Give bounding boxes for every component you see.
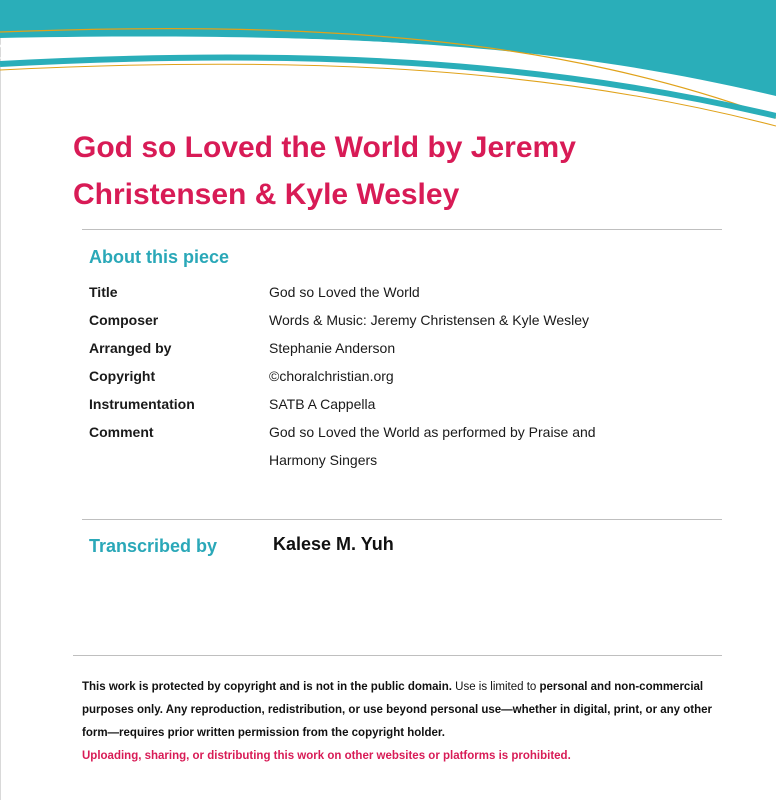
about-heading: About this piece bbox=[89, 247, 230, 267]
piece-details-table bbox=[89, 278, 689, 474]
detail-label: Comment bbox=[89, 424, 154, 440]
detail-value: Words & Music: Jeremy Christensen & Kyle Wesley bbox=[269, 312, 590, 328]
detail-row-title bbox=[89, 278, 689, 306]
detail-value: God so Loved the World as performed by Praise and Harmony Singers bbox=[269, 424, 596, 468]
divider-top bbox=[82, 229, 722, 230]
page-title: God so Loved the World by Jeremy Christensen & Kyle Wesley bbox=[73, 131, 576, 211]
detail-label: Copyright bbox=[89, 368, 156, 384]
header-wave-banner bbox=[0, 0, 776, 140]
detail-value: ©choralchristian.org bbox=[269, 368, 394, 384]
notice-warning: Uploading, sharing, or distributing this work on other websites or platforms is prohibited. bbox=[82, 750, 571, 762]
transcribed-by-heading: Transcribed by bbox=[89, 536, 218, 556]
detail-value: SATB A Cappella bbox=[269, 396, 376, 412]
detail-label: Title bbox=[89, 284, 118, 300]
detail-row-arranged-by bbox=[89, 334, 689, 362]
detail-label: Composer bbox=[89, 312, 159, 328]
detail-row-composer bbox=[89, 306, 689, 334]
detail-row-instrumentation bbox=[89, 390, 689, 418]
detail-value: Stephanie Anderson bbox=[269, 340, 396, 356]
notice-bold-2: personal and non-commercial purposes only. Any reproduction, redistribution, or use beyond personal use—whether in digital, print, or any other form—requires prior written permission from the copyright holder. bbox=[82, 681, 713, 739]
detail-label: Instrumentation bbox=[89, 396, 195, 412]
notice-bold-1: This work is protected by copyright and is not in the public domain. bbox=[82, 681, 452, 693]
notice-text-1: Use is limited to bbox=[451, 681, 540, 693]
copyright-notice bbox=[82, 676, 722, 768]
divider-middle bbox=[82, 519, 722, 520]
detail-label: Arranged by bbox=[89, 340, 172, 356]
transcriber-name: Kalese M. Yuh bbox=[273, 534, 394, 554]
divider-bottom bbox=[73, 655, 722, 656]
detail-value: God so Loved the World bbox=[269, 284, 420, 300]
detail-row-copyright bbox=[89, 362, 689, 390]
detail-row-comment bbox=[89, 418, 689, 474]
